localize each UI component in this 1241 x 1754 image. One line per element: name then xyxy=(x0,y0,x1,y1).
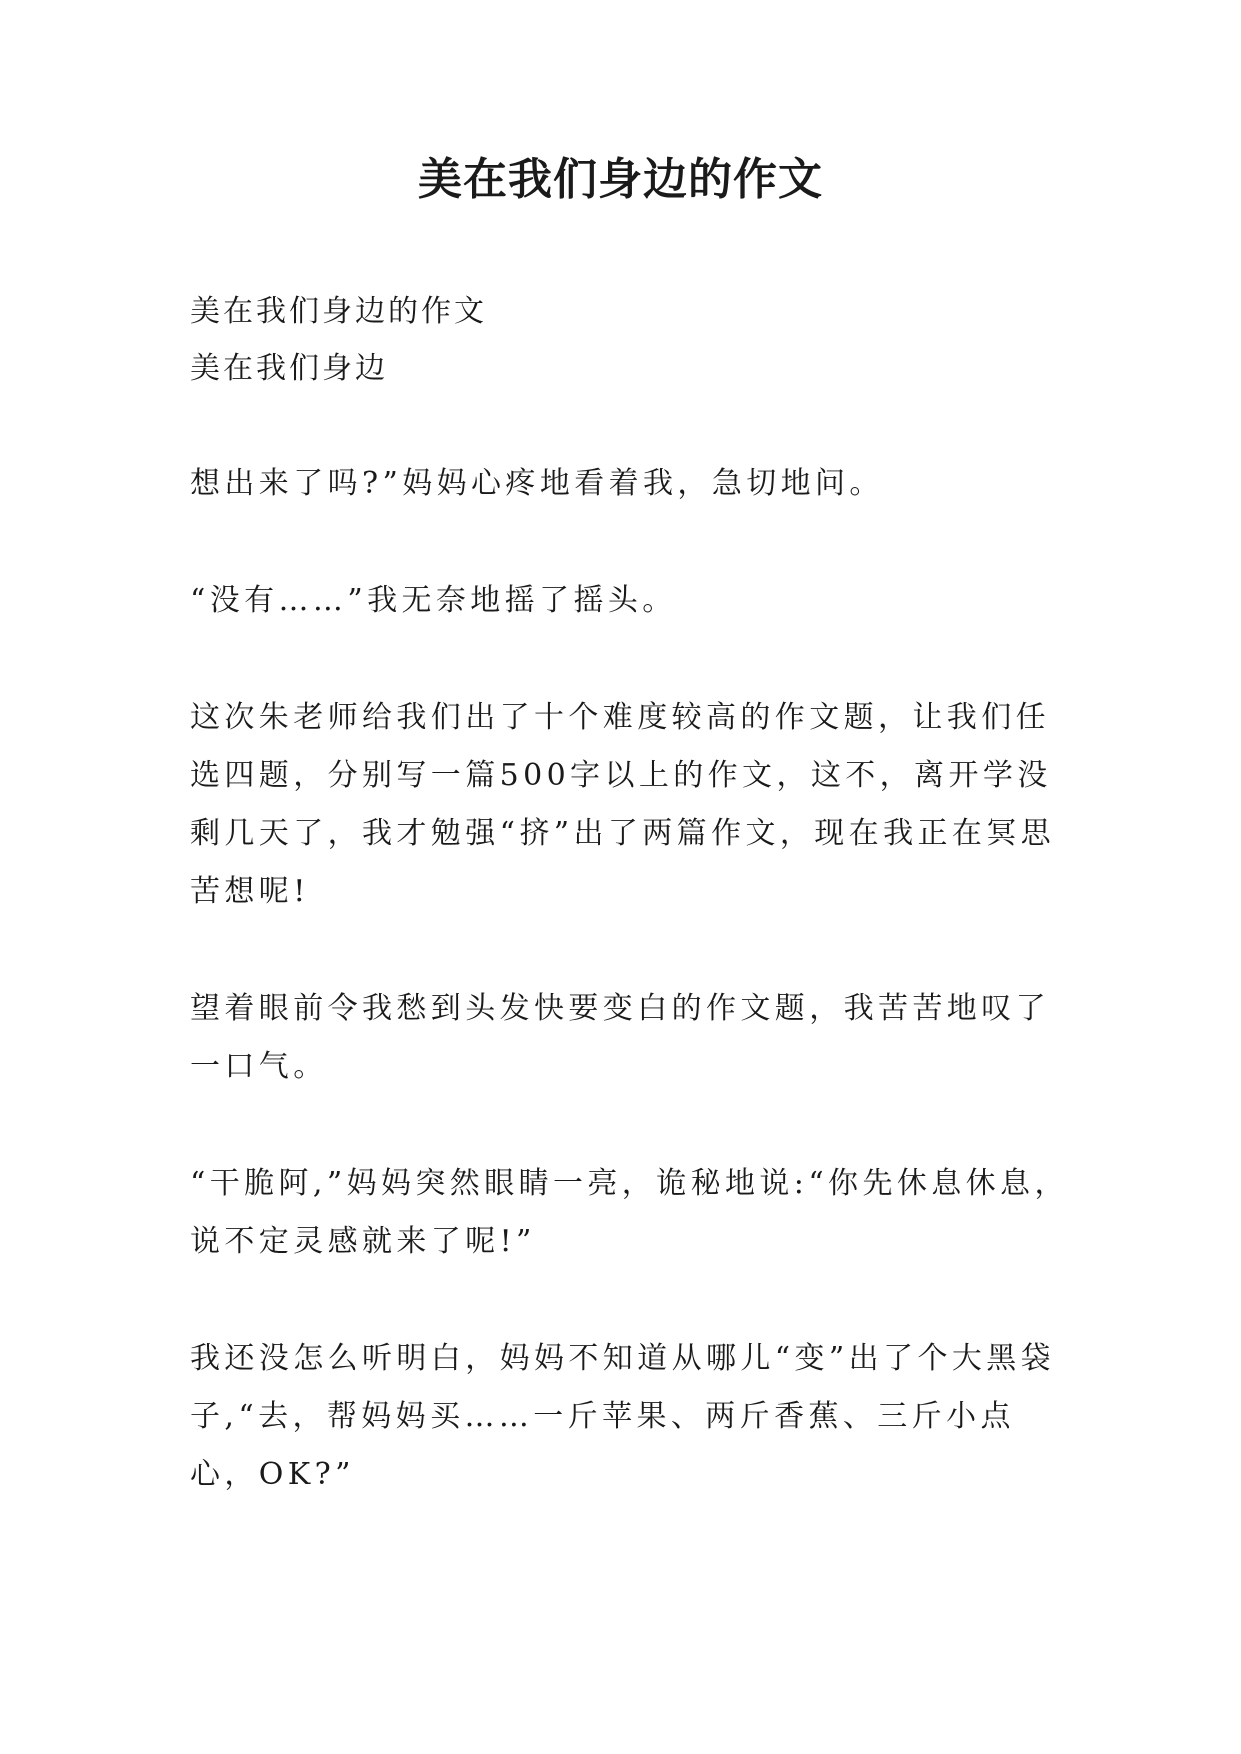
body-paragraph: 望着眼前令我愁到头发快要变白的作文题，我苦苦地叹了一口气。 xyxy=(190,991,1050,1084)
body-paragraph: 这次朱老师给我们出了十个难度较高的作文题，让我们任选四题，分别写一篇500字以上的作文，这不，离开学没剩几天了，我才勉强“挤”出了两篇作文，现在我正在冥思苦想呢! xyxy=(190,700,1056,909)
subtitle-line: 美在我们身边的作文 xyxy=(190,294,487,329)
body-paragraph: “干脆阿,”妈妈突然眼睛一亮，诡秘地说:“你先休息休息，说不定灵感就来了呢!” xyxy=(190,1166,1069,1259)
body-paragraph: 我还没怎么听明白，妈妈不知道从哪儿“变”出了个大黑袋子,“去，帮妈妈买……一斤苹果、两斤香蕉、三斤小点心，OK?” xyxy=(190,1341,1056,1492)
subtitle-line: 美在我们身边 xyxy=(190,351,388,386)
page-title: 美在我们身边的作文 xyxy=(418,154,823,205)
body-paragraph: 想出来了吗?”妈妈心疼地看着我，急切地问。 xyxy=(190,466,884,501)
document-body xyxy=(190,283,1070,1504)
body-paragraph: “没有……”我无奈地摇了摇头。 xyxy=(190,583,677,618)
